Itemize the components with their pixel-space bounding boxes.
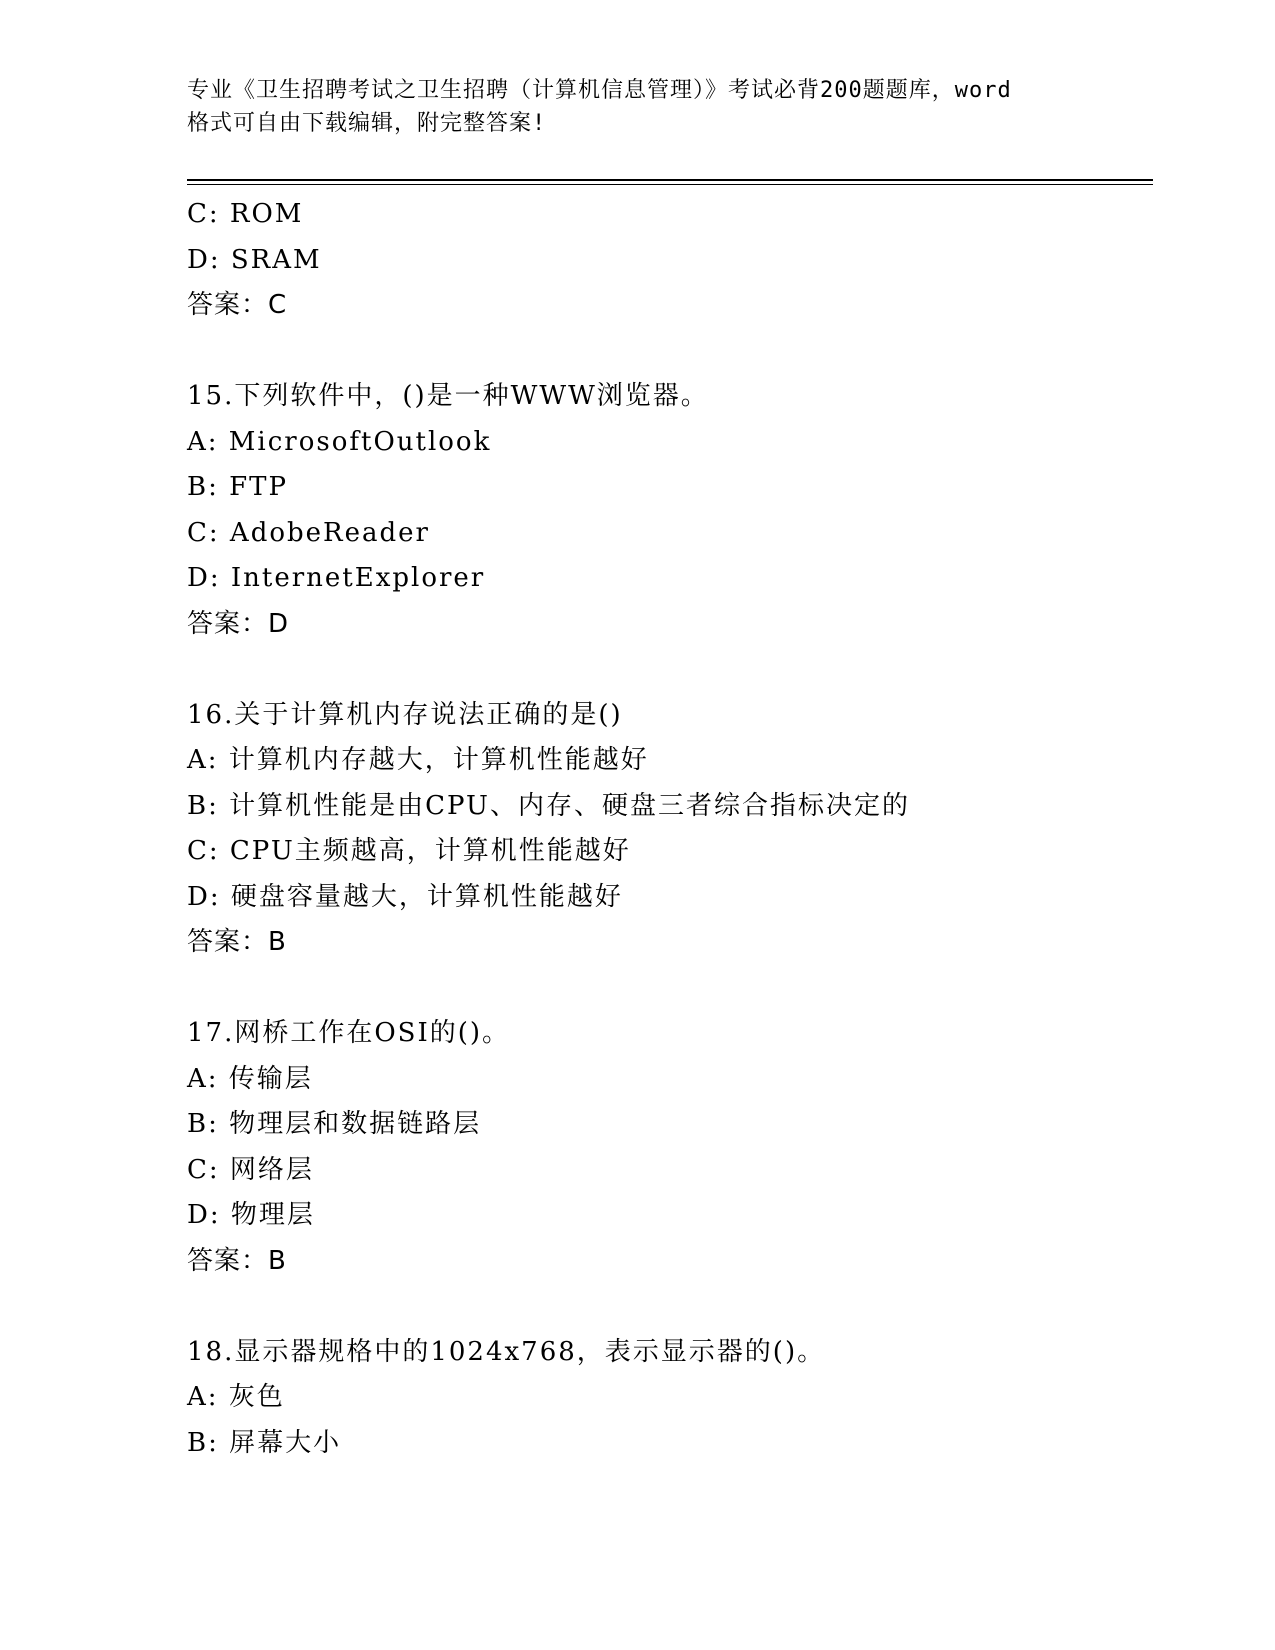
option-line: C: ROM <box>187 199 304 229</box>
answer-line: 答案：D <box>187 608 290 639</box>
option-line: D: 硬盘容量越大，计算机性能越好 <box>187 881 623 912</box>
question-stem: 15.下列软件中，()是一种WWW浏览器。 <box>187 381 709 411</box>
option-line: D: InternetExplorer <box>187 563 486 593</box>
header-rule-thick <box>187 179 1153 181</box>
question-content <box>187 192 1147 1466</box>
option-line: D: 物理层 <box>187 1200 315 1230</box>
question-stem: 17.网桥工作在OSI的()。 <box>187 1018 511 1048</box>
option-line: A: 灰色 <box>187 1382 285 1412</box>
option-line: C: 网络层 <box>187 1154 314 1185</box>
option-line: A: 计算机内存越大，计算机性能越好 <box>187 745 649 775</box>
option-line: B: FTP <box>187 472 289 502</box>
header-line-2: 格式可自由下载编辑，附完整答案! <box>187 111 547 136</box>
option-line: B: 物理层和数据链路层 <box>187 1109 482 1139</box>
option-line: A: MicrosoftOutlook <box>187 426 492 457</box>
option-line: A: 传输层 <box>187 1063 313 1094</box>
option-line: C: CPU主频越高，计算机性能越好 <box>187 836 631 866</box>
answer-line: 答案：C <box>187 290 288 320</box>
header-rule-thin <box>187 184 1153 185</box>
question-stem: 18.显示器规格中的1024x768，表示显示器的()。 <box>187 1336 826 1367</box>
option-line: B: 计算机性能是由CPU、内存、硬盘三者综合指标决定的 <box>187 790 910 821</box>
option-line: C: AdobeReader <box>187 517 430 548</box>
answer-line: 答案：B <box>187 1245 287 1276</box>
option-line: D: SRAM <box>187 244 322 275</box>
answer-line: 答案：B <box>187 927 287 957</box>
question-stem: 16.关于计算机内存说法正确的是() <box>187 699 623 730</box>
option-line: B: 屏幕大小 <box>187 1427 342 1458</box>
header-line-1: 专业《卫生招聘考试之卫生招聘（计算机信息管理）》考试必背200题题库，word <box>187 78 1012 103</box>
page-header <box>187 74 1107 140</box>
